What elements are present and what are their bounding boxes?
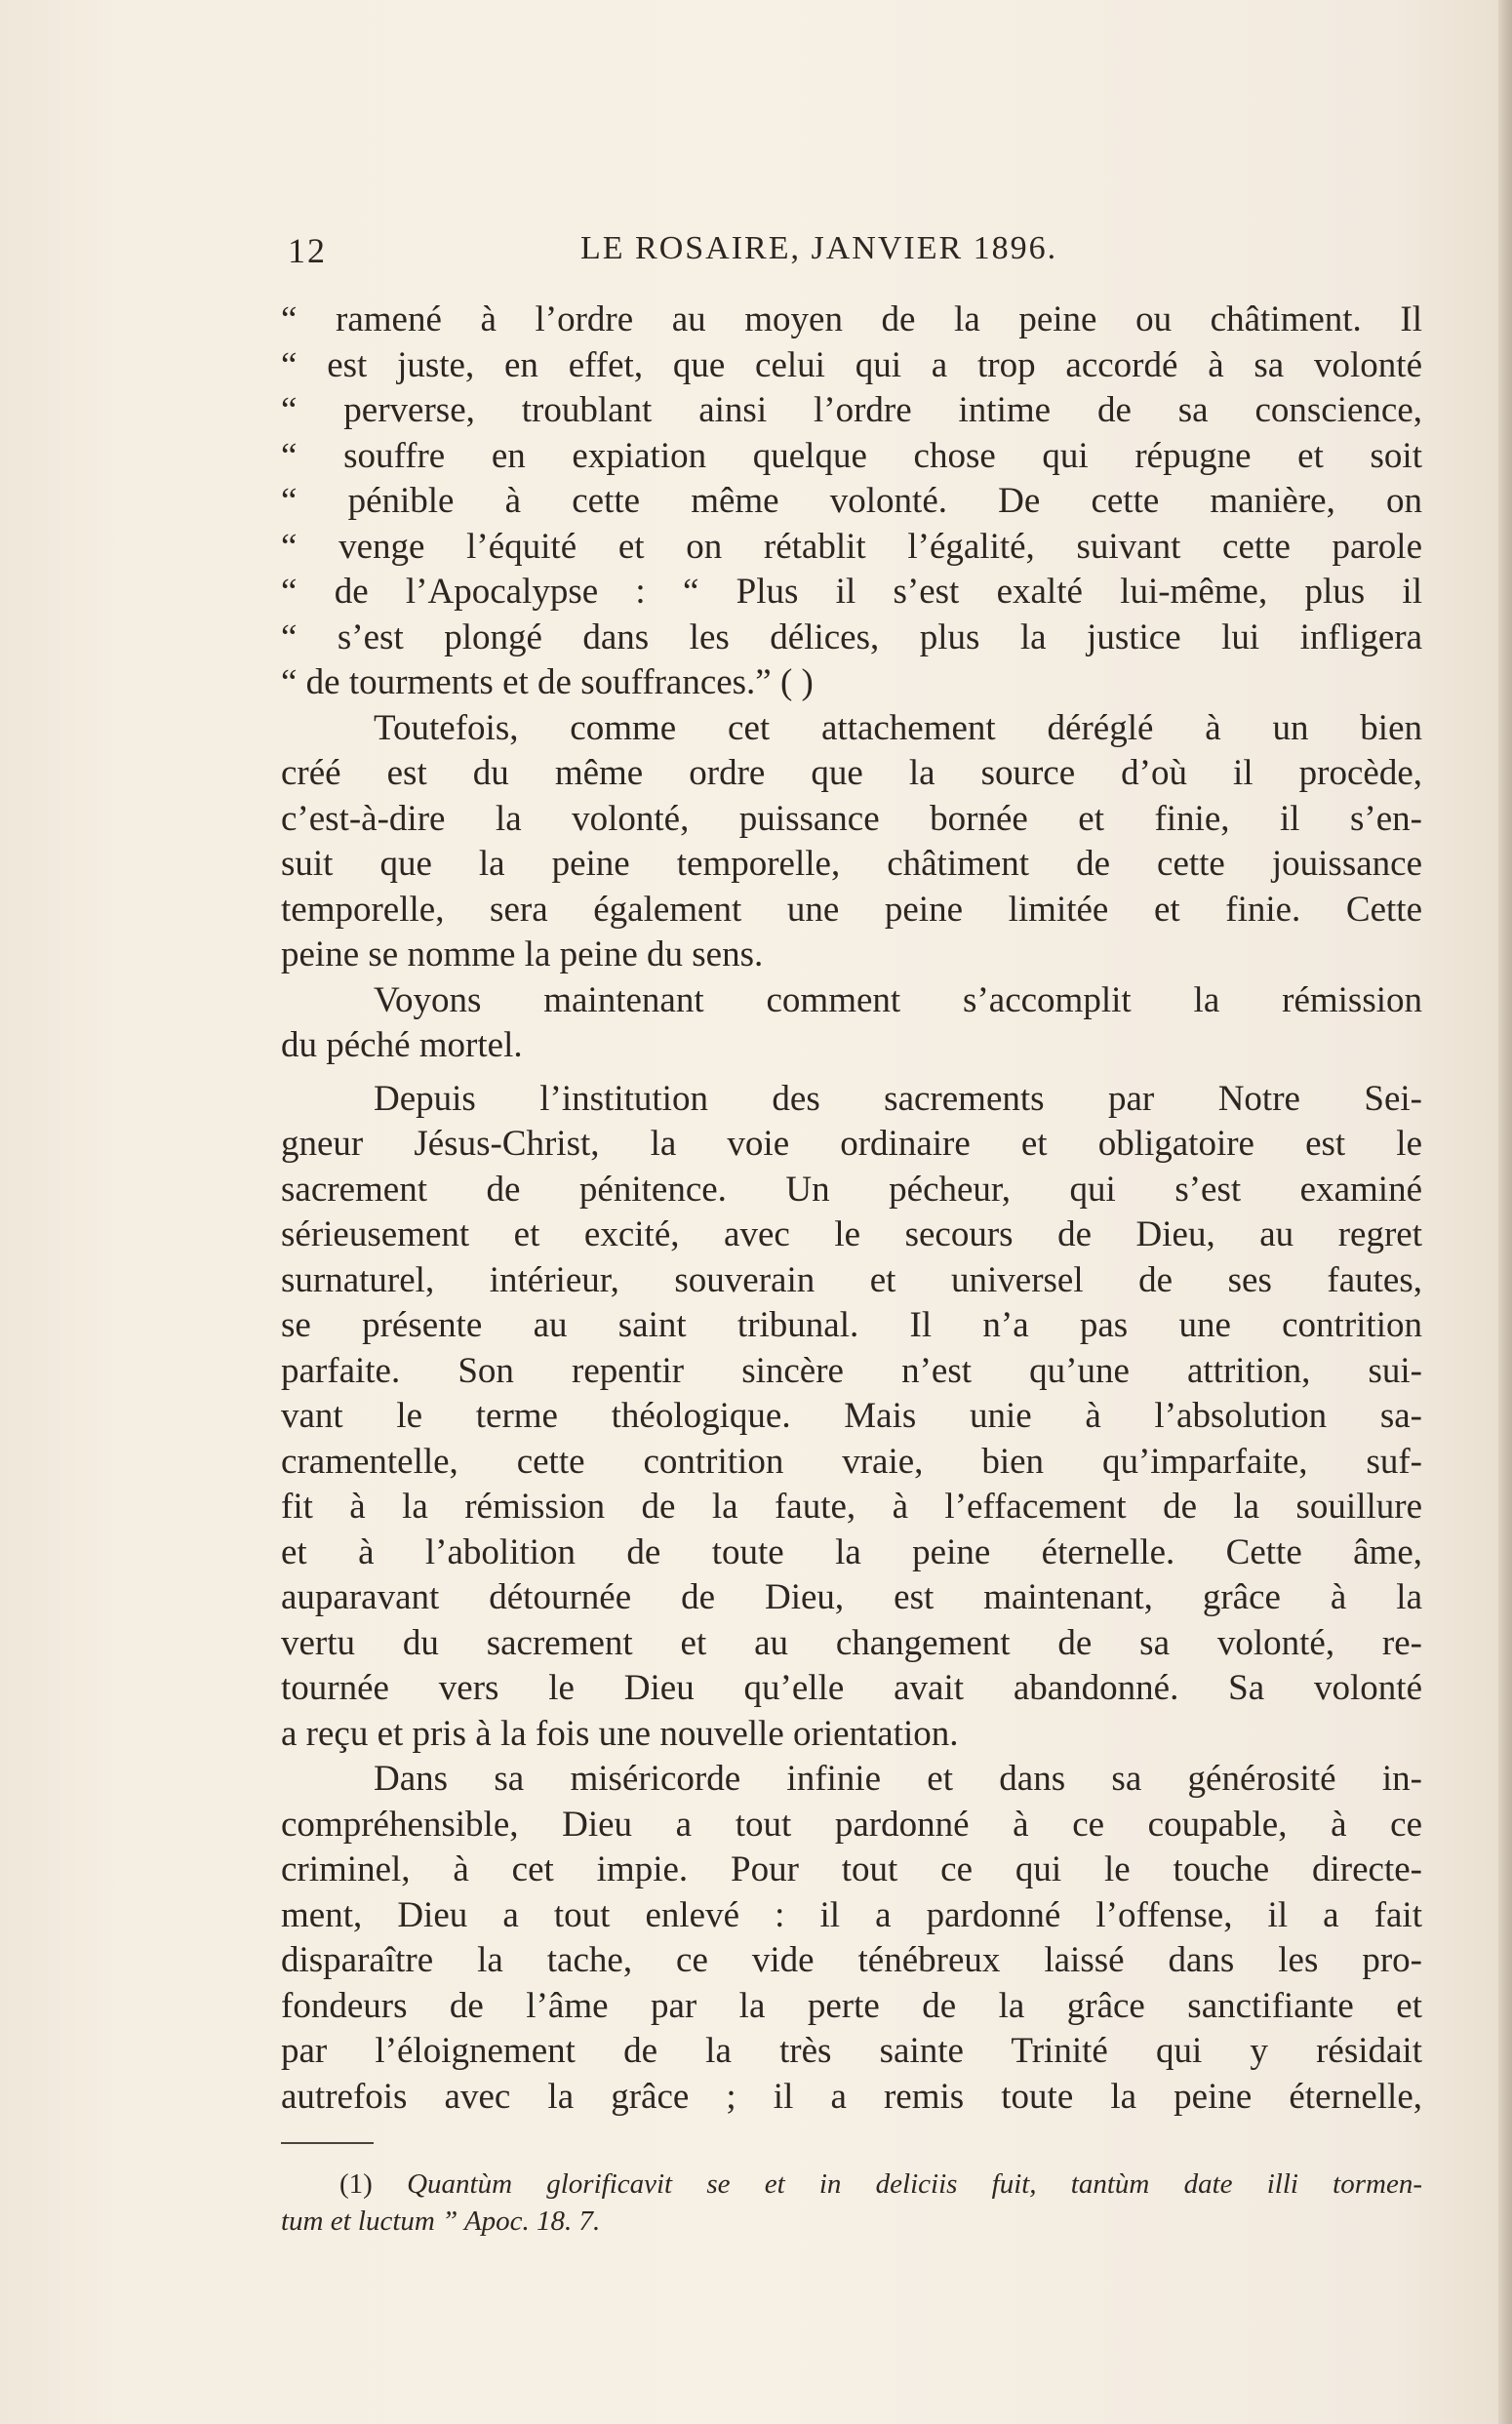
footnote-text: Quantùm glorificavit se et in deliciis fuit, tantùm date illi tormen- bbox=[407, 2168, 1423, 2200]
text-line: gneur Jésus-Christ, la voie ordinaire et obligatoire est le bbox=[281, 1124, 1422, 1164]
body-text bbox=[281, 298, 1422, 2120]
page-edge bbox=[1498, 0, 1512, 2424]
text-line: a reçu et pris à la fois une nouvelle orientation. bbox=[281, 1713, 959, 1754]
text-line: “ ramené à l’ordre au moyen de la peine ou châtiment. Il bbox=[281, 299, 1422, 339]
text-line: Dans sa miséricorde infinie et dans sa générosité in- bbox=[374, 1759, 1422, 1799]
paragraph-1 bbox=[281, 298, 1422, 706]
footnote bbox=[281, 2166, 1422, 2240]
footnote-rule bbox=[281, 2142, 374, 2144]
text-line: “ pénible à cette même volonté. De cette manière, on bbox=[281, 481, 1422, 521]
text-line: vertu du sacrement et au changement de sa volonté, re- bbox=[281, 1622, 1422, 1663]
text-line: Voyons maintenant comment s’accomplit la rémission bbox=[374, 979, 1422, 1020]
text-line: “ venge l’équité et on rétablit l’égalité, suivant cette parole bbox=[281, 526, 1422, 567]
text-line: vant le terme théologique. Mais unie à l’absolution sa- bbox=[281, 1396, 1422, 1436]
text-line: “ est juste, en effet, que celui qui a trop accordé à sa volonté bbox=[281, 344, 1422, 385]
text-line: “ perverse, troublant ainsi l’ordre intime de sa conscience, bbox=[281, 390, 1422, 430]
paragraph-2 bbox=[281, 706, 1422, 978]
text-line: surnaturel, intérieur, souverain et universel de ses fautes, bbox=[281, 1259, 1422, 1300]
running-header bbox=[288, 230, 1156, 279]
text-line: sérieusement et excité, avec le secours de Dieu, au regret bbox=[281, 1214, 1422, 1254]
text-line: et à l’abolition de toute la peine éternelle. Cette âme, bbox=[281, 1531, 1422, 1572]
text-line: fondeurs de l’âme par la perte de la grâce sanctifiante et bbox=[281, 1985, 1422, 2026]
text-line: sacrement de pénitence. Un pécheur, qui s’est examiné bbox=[281, 1169, 1422, 1210]
text-line: temporelle, sera également une peine limitée et finie. Cette bbox=[281, 889, 1422, 930]
text-line: créé est du même ordre que la source d’où il procède, bbox=[281, 753, 1422, 793]
text-line: cramentelle, cette contrition vraie, bien qu’imparfaite, suf- bbox=[281, 1441, 1422, 1482]
text-line: peine se nomme la peine du sens. bbox=[281, 934, 764, 974]
text-line: “ s’est plongé dans les délices, plus la justice lui infligera bbox=[281, 616, 1422, 657]
text-line: compréhensible, Dieu a tout pardonné à ce coupable, à ce bbox=[281, 1804, 1422, 1845]
text-line: par l’éloignement de la très sainte Trinité qui y résidait bbox=[281, 2031, 1422, 2071]
text-line: tournée vers le Dieu qu’elle avait abandonné. Sa volonté bbox=[281, 1668, 1422, 1708]
footnote-line: tum et luctum ” Apoc. 18. 7. bbox=[281, 2205, 601, 2237]
paragraph-4 bbox=[281, 1077, 1422, 1758]
text-line: Depuis l’institution des sacrements par Notre Sei- bbox=[374, 1078, 1422, 1119]
text-line: se présente au saint tribunal. Il n’a pas une contrition bbox=[281, 1305, 1422, 1345]
text-line: “ de tourments et de souffrances.” ( ) bbox=[281, 662, 814, 702]
paragraph-5 bbox=[281, 1757, 1422, 2120]
text-line: Toutefois, comme cet attachement déréglé à un bien bbox=[374, 707, 1422, 748]
text-line: autrefois avec la grâce ; il a remis toute la peine éternelle, bbox=[281, 2076, 1422, 2117]
page-number: 12 bbox=[288, 231, 327, 270]
text-line: parfaite. Son repentir sincère n’est qu’une attrition, sui- bbox=[281, 1350, 1422, 1391]
text-line: disparaître la tache, ce vide ténébreux laissé dans les pro- bbox=[281, 1940, 1422, 1980]
text-line: “ de l’Apocalypse : “ Plus il s’est exalté lui-même, plus il bbox=[281, 572, 1422, 612]
text-line: suit que la peine temporelle, châtiment de cette jouissance bbox=[281, 844, 1422, 884]
text-line: c’est-à-dire la volonté, puissance bornée et finie, il s’en- bbox=[281, 798, 1422, 839]
text-line: auparavant détournée de Dieu, est maintenant, grâce à la bbox=[281, 1577, 1422, 1617]
footnote-marker: (1) bbox=[339, 2168, 373, 2200]
text-line: du péché mortel. bbox=[281, 1025, 523, 1065]
text-line: criminel, à cet impie. Pour tout ce qui le touche directe- bbox=[281, 1849, 1422, 1889]
text-line: ment, Dieu a tout enlevé : il a pardonné l’offense, il a fait bbox=[281, 1894, 1422, 1935]
footnote-line bbox=[281, 2166, 1422, 2203]
running-title: LE ROSAIRE, JANVIER 1896. bbox=[580, 230, 1058, 266]
paragraph-3 bbox=[281, 978, 1422, 1069]
text-line: fit à la rémission de la faute, à l’effacement de la souillure bbox=[281, 1487, 1422, 1527]
text-line: “ souffre en expiation quelque chose qui répugne et soit bbox=[281, 435, 1422, 476]
